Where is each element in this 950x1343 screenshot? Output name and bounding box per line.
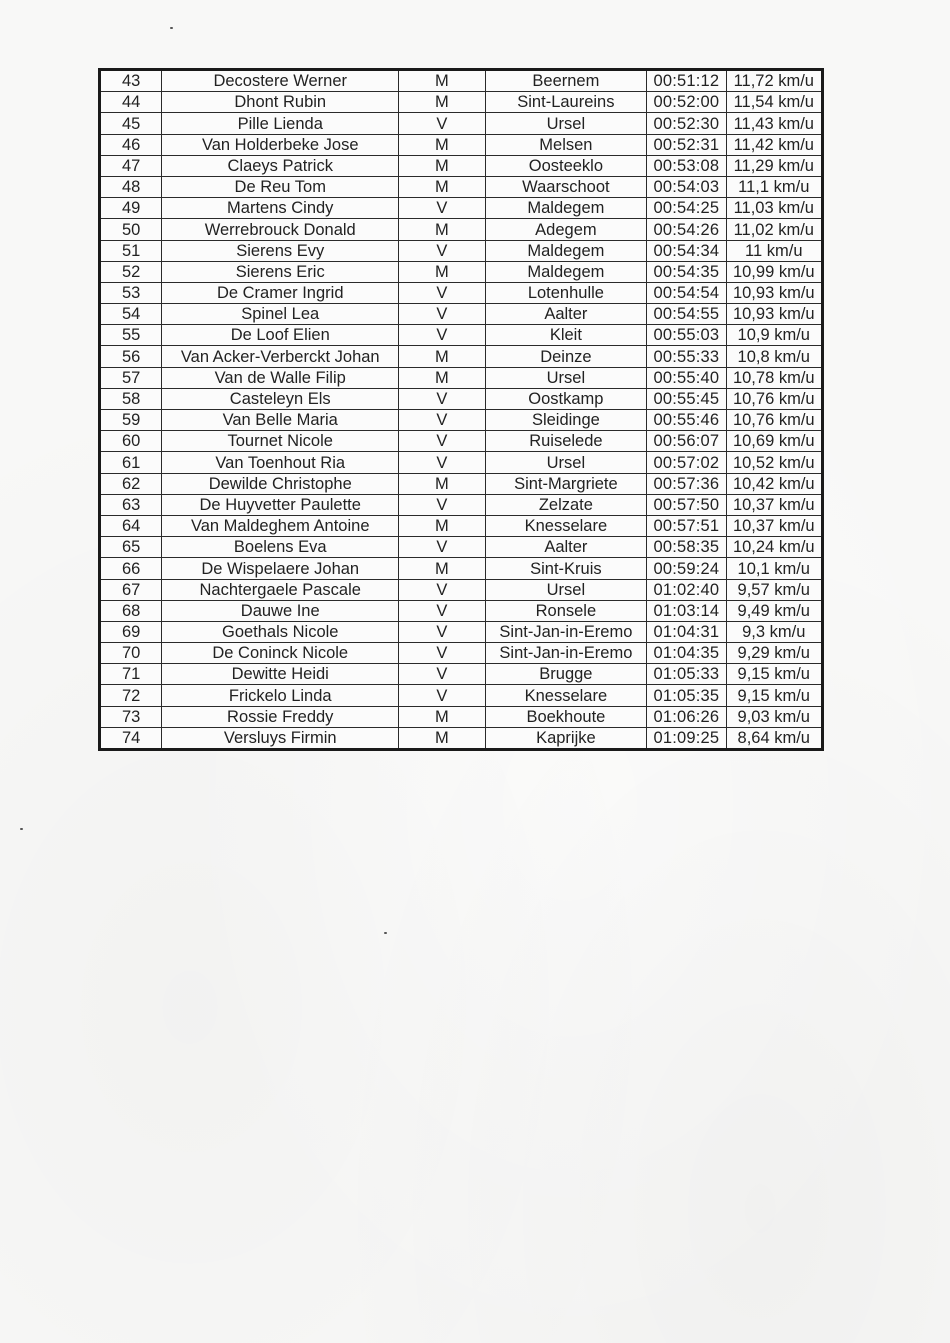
sex-cell: M — [399, 367, 485, 388]
name-cell: Van Toenhout Ria — [162, 452, 399, 473]
table-row — [100, 558, 823, 579]
table-row — [100, 600, 823, 621]
name-cell: Martens Cindy — [162, 198, 399, 219]
name-cell: Van Holderbeke Jose — [162, 134, 399, 155]
speed-cell: 10,24 km/u — [726, 537, 822, 558]
town-cell: Oosteeklo — [485, 155, 647, 176]
town-cell: Aalter — [485, 537, 647, 558]
sex-cell: M — [399, 473, 485, 494]
table-row — [100, 664, 823, 685]
table-row — [100, 325, 823, 346]
table-row — [100, 452, 823, 473]
time-cell: 00:52:00 — [647, 92, 726, 113]
rank-cell: 55 — [100, 325, 162, 346]
sex-cell: V — [399, 600, 485, 621]
table-row — [100, 346, 823, 367]
town-cell: Kleit — [485, 325, 647, 346]
town-cell: Zelzate — [485, 494, 647, 515]
sex-cell: M — [399, 176, 485, 197]
time-cell: 01:05:33 — [647, 664, 726, 685]
table-row — [100, 494, 823, 515]
rank-cell: 45 — [100, 113, 162, 134]
name-cell: Casteleyn Els — [162, 388, 399, 409]
speed-cell: 9,49 km/u — [726, 600, 822, 621]
name-cell: Spinel Lea — [162, 304, 399, 325]
town-cell: Melsen — [485, 134, 647, 155]
sex-cell: V — [399, 431, 485, 452]
rank-cell: 56 — [100, 346, 162, 367]
rank-cell: 44 — [100, 92, 162, 113]
table-row — [100, 176, 823, 197]
name-cell: De Wispelaere Johan — [162, 558, 399, 579]
sex-cell: V — [399, 621, 485, 642]
table-row — [100, 282, 823, 303]
town-cell: Ruiselede — [485, 431, 647, 452]
time-cell: 01:04:35 — [647, 643, 726, 664]
town-cell: Ronsele — [485, 600, 647, 621]
paper-speck — [20, 828, 23, 830]
name-cell: Claeys Patrick — [162, 155, 399, 176]
speed-cell: 11,43 km/u — [726, 113, 822, 134]
name-cell: Decostere Werner — [162, 70, 399, 92]
name-cell: Sierens Eric — [162, 261, 399, 282]
rank-cell: 74 — [100, 727, 162, 749]
sex-cell: V — [399, 643, 485, 664]
time-cell: 01:03:14 — [647, 600, 726, 621]
rank-cell: 67 — [100, 579, 162, 600]
rank-cell: 62 — [100, 473, 162, 494]
sex-cell: V — [399, 685, 485, 706]
town-cell: Waarschoot — [485, 176, 647, 197]
table-row — [100, 134, 823, 155]
table-row — [100, 473, 823, 494]
speed-cell: 10,37 km/u — [726, 494, 822, 515]
speed-cell: 10,42 km/u — [726, 473, 822, 494]
speed-cell: 9,29 km/u — [726, 643, 822, 664]
sex-cell: M — [399, 727, 485, 749]
time-cell: 00:53:08 — [647, 155, 726, 176]
sex-cell: M — [399, 558, 485, 579]
rank-cell: 72 — [100, 685, 162, 706]
name-cell: Dewilde Christophe — [162, 473, 399, 494]
town-cell: Sint-Jan-in-Eremo — [485, 621, 647, 642]
time-cell: 01:02:40 — [647, 579, 726, 600]
rank-cell: 51 — [100, 240, 162, 261]
time-cell: 00:54:26 — [647, 219, 726, 240]
rank-cell: 50 — [100, 219, 162, 240]
sex-cell: M — [399, 92, 485, 113]
table-row — [100, 304, 823, 325]
sex-cell: M — [399, 134, 485, 155]
rank-cell: 58 — [100, 388, 162, 409]
sex-cell: M — [399, 346, 485, 367]
town-cell: Oostkamp — [485, 388, 647, 409]
table-row — [100, 113, 823, 134]
sex-cell: V — [399, 537, 485, 558]
table-row — [100, 706, 823, 727]
speed-cell: 10,1 km/u — [726, 558, 822, 579]
speed-cell: 11,54 km/u — [726, 92, 822, 113]
table-row — [100, 198, 823, 219]
paper-speck — [170, 27, 173, 29]
rank-cell: 60 — [100, 431, 162, 452]
sex-cell: V — [399, 325, 485, 346]
time-cell: 00:54:34 — [647, 240, 726, 261]
name-cell: Dhont Rubin — [162, 92, 399, 113]
name-cell: De Coninck Nicole — [162, 643, 399, 664]
name-cell: Van Acker-Verberckt Johan — [162, 346, 399, 367]
time-cell: 00:59:24 — [647, 558, 726, 579]
speed-cell: 11,72 km/u — [726, 70, 822, 92]
town-cell: Deinze — [485, 346, 647, 367]
time-cell: 00:55:03 — [647, 325, 726, 346]
speed-cell: 11,03 km/u — [726, 198, 822, 219]
table-row — [100, 261, 823, 282]
name-cell: Boelens Eva — [162, 537, 399, 558]
town-cell: Beernem — [485, 70, 647, 92]
time-cell: 01:04:31 — [647, 621, 726, 642]
speed-cell: 9,3 km/u — [726, 621, 822, 642]
name-cell: Van de Walle Filip — [162, 367, 399, 388]
name-cell: De Reu Tom — [162, 176, 399, 197]
time-cell: 00:51:12 — [647, 70, 726, 92]
speed-cell: 10,78 km/u — [726, 367, 822, 388]
name-cell: De Cramer Ingrid — [162, 282, 399, 303]
time-cell: 00:57:02 — [647, 452, 726, 473]
speed-cell: 11,1 km/u — [726, 176, 822, 197]
rank-cell: 46 — [100, 134, 162, 155]
town-cell: Brugge — [485, 664, 647, 685]
name-cell: Versluys Firmin — [162, 727, 399, 749]
speed-cell: 8,64 km/u — [726, 727, 822, 749]
time-cell: 00:55:33 — [647, 346, 726, 367]
town-cell: Boekhoute — [485, 706, 647, 727]
table-row — [100, 219, 823, 240]
rank-cell: 73 — [100, 706, 162, 727]
sex-cell: V — [399, 494, 485, 515]
speed-cell: 11 km/u — [726, 240, 822, 261]
name-cell: Van Belle Maria — [162, 410, 399, 431]
sex-cell: M — [399, 261, 485, 282]
table-row — [100, 431, 823, 452]
sex-cell: V — [399, 282, 485, 303]
speed-cell: 10,37 km/u — [726, 515, 822, 536]
sex-cell: M — [399, 515, 485, 536]
name-cell: Sierens Evy — [162, 240, 399, 261]
speed-cell: 10,9 km/u — [726, 325, 822, 346]
rank-cell: 63 — [100, 494, 162, 515]
time-cell: 00:54:25 — [647, 198, 726, 219]
name-cell: De Loof Elien — [162, 325, 399, 346]
speed-cell: 10,76 km/u — [726, 410, 822, 431]
town-cell: Sleidinge — [485, 410, 647, 431]
town-cell: Aalter — [485, 304, 647, 325]
speed-cell: 11,42 km/u — [726, 134, 822, 155]
time-cell: 00:55:46 — [647, 410, 726, 431]
sex-cell: V — [399, 410, 485, 431]
town-cell: Ursel — [485, 579, 647, 600]
sex-cell: V — [399, 198, 485, 219]
rank-cell: 71 — [100, 664, 162, 685]
town-cell: Sint-Jan-in-Eremo — [485, 643, 647, 664]
speed-cell: 10,52 km/u — [726, 452, 822, 473]
town-cell: Knesselare — [485, 685, 647, 706]
time-cell: 01:09:25 — [647, 727, 726, 749]
speed-cell: 9,03 km/u — [726, 706, 822, 727]
time-cell: 01:05:35 — [647, 685, 726, 706]
town-cell: Kaprijke — [485, 727, 647, 749]
table-row — [100, 240, 823, 261]
time-cell: 00:54:35 — [647, 261, 726, 282]
paper-speck — [384, 932, 387, 934]
rank-cell: 48 — [100, 176, 162, 197]
rank-cell: 68 — [100, 600, 162, 621]
town-cell: Adegem — [485, 219, 647, 240]
sex-cell: V — [399, 579, 485, 600]
town-cell: Ursel — [485, 113, 647, 134]
sex-cell: M — [399, 70, 485, 92]
speed-cell: 11,02 km/u — [726, 219, 822, 240]
rank-cell: 61 — [100, 452, 162, 473]
name-cell: Nachtergaele Pascale — [162, 579, 399, 600]
speed-cell: 11,29 km/u — [726, 155, 822, 176]
name-cell: Van Maldeghem Antoine — [162, 515, 399, 536]
table-row — [100, 579, 823, 600]
sex-cell: V — [399, 240, 485, 261]
time-cell: 00:55:40 — [647, 367, 726, 388]
town-cell: Ursel — [485, 367, 647, 388]
table-row — [100, 643, 823, 664]
table-row — [100, 537, 823, 558]
time-cell: 00:57:36 — [647, 473, 726, 494]
rank-cell: 69 — [100, 621, 162, 642]
rank-cell: 53 — [100, 282, 162, 303]
speed-cell: 10,93 km/u — [726, 282, 822, 303]
rank-cell: 52 — [100, 261, 162, 282]
speed-cell: 10,76 km/u — [726, 388, 822, 409]
rank-cell: 57 — [100, 367, 162, 388]
time-cell: 00:57:50 — [647, 494, 726, 515]
sex-cell: M — [399, 155, 485, 176]
time-cell: 00:52:30 — [647, 113, 726, 134]
name-cell: Goethals Nicole — [162, 621, 399, 642]
speed-cell: 9,15 km/u — [726, 685, 822, 706]
table-row — [100, 92, 823, 113]
table-row — [100, 727, 823, 749]
speed-cell: 10,99 km/u — [726, 261, 822, 282]
sex-cell: V — [399, 452, 485, 473]
name-cell: Rossie Freddy — [162, 706, 399, 727]
rank-cell: 54 — [100, 304, 162, 325]
time-cell: 01:06:26 — [647, 706, 726, 727]
time-cell: 00:54:55 — [647, 304, 726, 325]
name-cell: Tournet Nicole — [162, 431, 399, 452]
speed-cell: 9,57 km/u — [726, 579, 822, 600]
name-cell: Werrebrouck Donald — [162, 219, 399, 240]
speed-cell: 10,93 km/u — [726, 304, 822, 325]
table-row — [100, 388, 823, 409]
table-row — [100, 515, 823, 536]
town-cell: Maldegem — [485, 261, 647, 282]
sex-cell: M — [399, 706, 485, 727]
rank-cell: 47 — [100, 155, 162, 176]
rank-cell: 66 — [100, 558, 162, 579]
rank-cell: 59 — [100, 410, 162, 431]
name-cell: De Huyvetter Paulette — [162, 494, 399, 515]
sex-cell: V — [399, 113, 485, 134]
rank-cell: 49 — [100, 198, 162, 219]
name-cell: Dauwe Ine — [162, 600, 399, 621]
table-row — [100, 70, 823, 92]
name-cell: Pille Lienda — [162, 113, 399, 134]
time-cell: 00:52:31 — [647, 134, 726, 155]
time-cell: 00:54:54 — [647, 282, 726, 303]
sex-cell: V — [399, 304, 485, 325]
town-cell: Sint-Kruis — [485, 558, 647, 579]
name-cell: Dewitte Heidi — [162, 664, 399, 685]
name-cell: Frickelo Linda — [162, 685, 399, 706]
town-cell: Maldegem — [485, 198, 647, 219]
speed-cell: 9,15 km/u — [726, 664, 822, 685]
rank-cell: 70 — [100, 643, 162, 664]
rank-cell: 64 — [100, 515, 162, 536]
results-table — [98, 68, 824, 751]
town-cell: Knesselare — [485, 515, 647, 536]
time-cell: 00:58:35 — [647, 537, 726, 558]
town-cell: Ursel — [485, 452, 647, 473]
time-cell: 00:54:03 — [647, 176, 726, 197]
sex-cell: V — [399, 388, 485, 409]
speed-cell: 10,69 km/u — [726, 431, 822, 452]
town-cell: Lotenhulle — [485, 282, 647, 303]
table-row — [100, 685, 823, 706]
table-row — [100, 367, 823, 388]
rank-cell: 43 — [100, 70, 162, 92]
table-row — [100, 155, 823, 176]
table-row — [100, 410, 823, 431]
sex-cell: M — [399, 219, 485, 240]
time-cell: 00:57:51 — [647, 515, 726, 536]
time-cell: 00:55:45 — [647, 388, 726, 409]
rank-cell: 65 — [100, 537, 162, 558]
results-table-body — [100, 70, 823, 750]
town-cell: Maldegem — [485, 240, 647, 261]
speed-cell: 10,8 km/u — [726, 346, 822, 367]
sex-cell: V — [399, 664, 485, 685]
town-cell: Sint-Laureins — [485, 92, 647, 113]
town-cell: Sint-Margriete — [485, 473, 647, 494]
time-cell: 00:56:07 — [647, 431, 726, 452]
table-row — [100, 621, 823, 642]
